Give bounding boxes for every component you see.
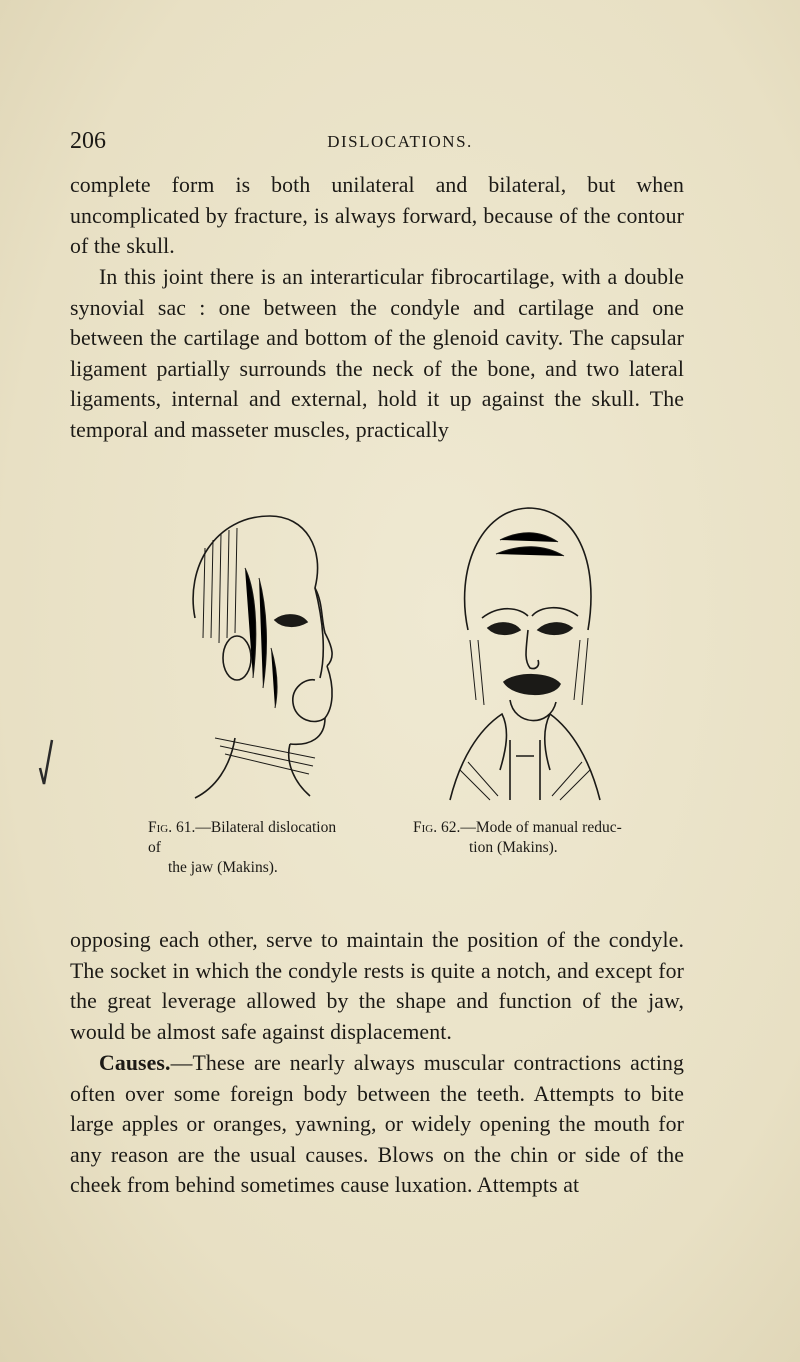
figure-62-label: Fig. 62. bbox=[413, 819, 461, 836]
page-number: 206 bbox=[70, 128, 106, 154]
figure-61-caption bbox=[148, 818, 348, 878]
figure-61-label: Fig. 61. bbox=[148, 819, 196, 836]
figure-61-caption-line2: the jaw (Makins). bbox=[168, 859, 278, 876]
paragraph-4 bbox=[70, 1048, 684, 1201]
page-header bbox=[70, 128, 690, 158]
margin-check-mark-icon bbox=[38, 738, 54, 786]
causes-heading: Causes. bbox=[99, 1051, 171, 1075]
figure-62-illustration bbox=[440, 500, 610, 810]
paragraph-2: In this joint there is an interarticular fibrocartilage, with a double synovial sac : one between the condyle and cartilage and one between the cartilage and bottom of the glenoid cavity. The capsular ligament partially surrounds the neck of the bone, and two lateral ligaments, internal and external, hold it up against the skull. The temporal and masseter muscles, practically bbox=[70, 265, 684, 442]
running-head: DISLOCATIONS. bbox=[327, 132, 473, 151]
figure-62-caption bbox=[413, 818, 633, 858]
figure-62-caption-line1: —Mode of manual reduc- bbox=[460, 819, 622, 836]
paragraph-1: complete form is both unilateral and bilateral, but when uncomplicated by fracture, is always forward, because of the contour of the skull. bbox=[70, 173, 684, 259]
paragraph-3: opposing each other, serve to maintain the position of the condyle. The socket in which the condyle rests is quite a notch, and except for the great leverage allowed by the shape and function of the jaw, would be almost safe against displacement. bbox=[70, 928, 684, 1044]
figure-62-caption-line2: tion (Makins). bbox=[469, 839, 558, 856]
paragraph-4-body: —These are nearly always muscular contractions acting often over some foreign body between the teeth. Attempts to bite large apples or oranges, yawning, or widely opening the mouth for any reason are the usual causes. Blows on the chin or side of the cheek from behind sometimes cause luxation. Attempts at bbox=[70, 1051, 684, 1198]
figure-61-illustration bbox=[175, 508, 335, 808]
figure-61-caption-line1: —Bilateral dislocation of bbox=[148, 819, 337, 856]
